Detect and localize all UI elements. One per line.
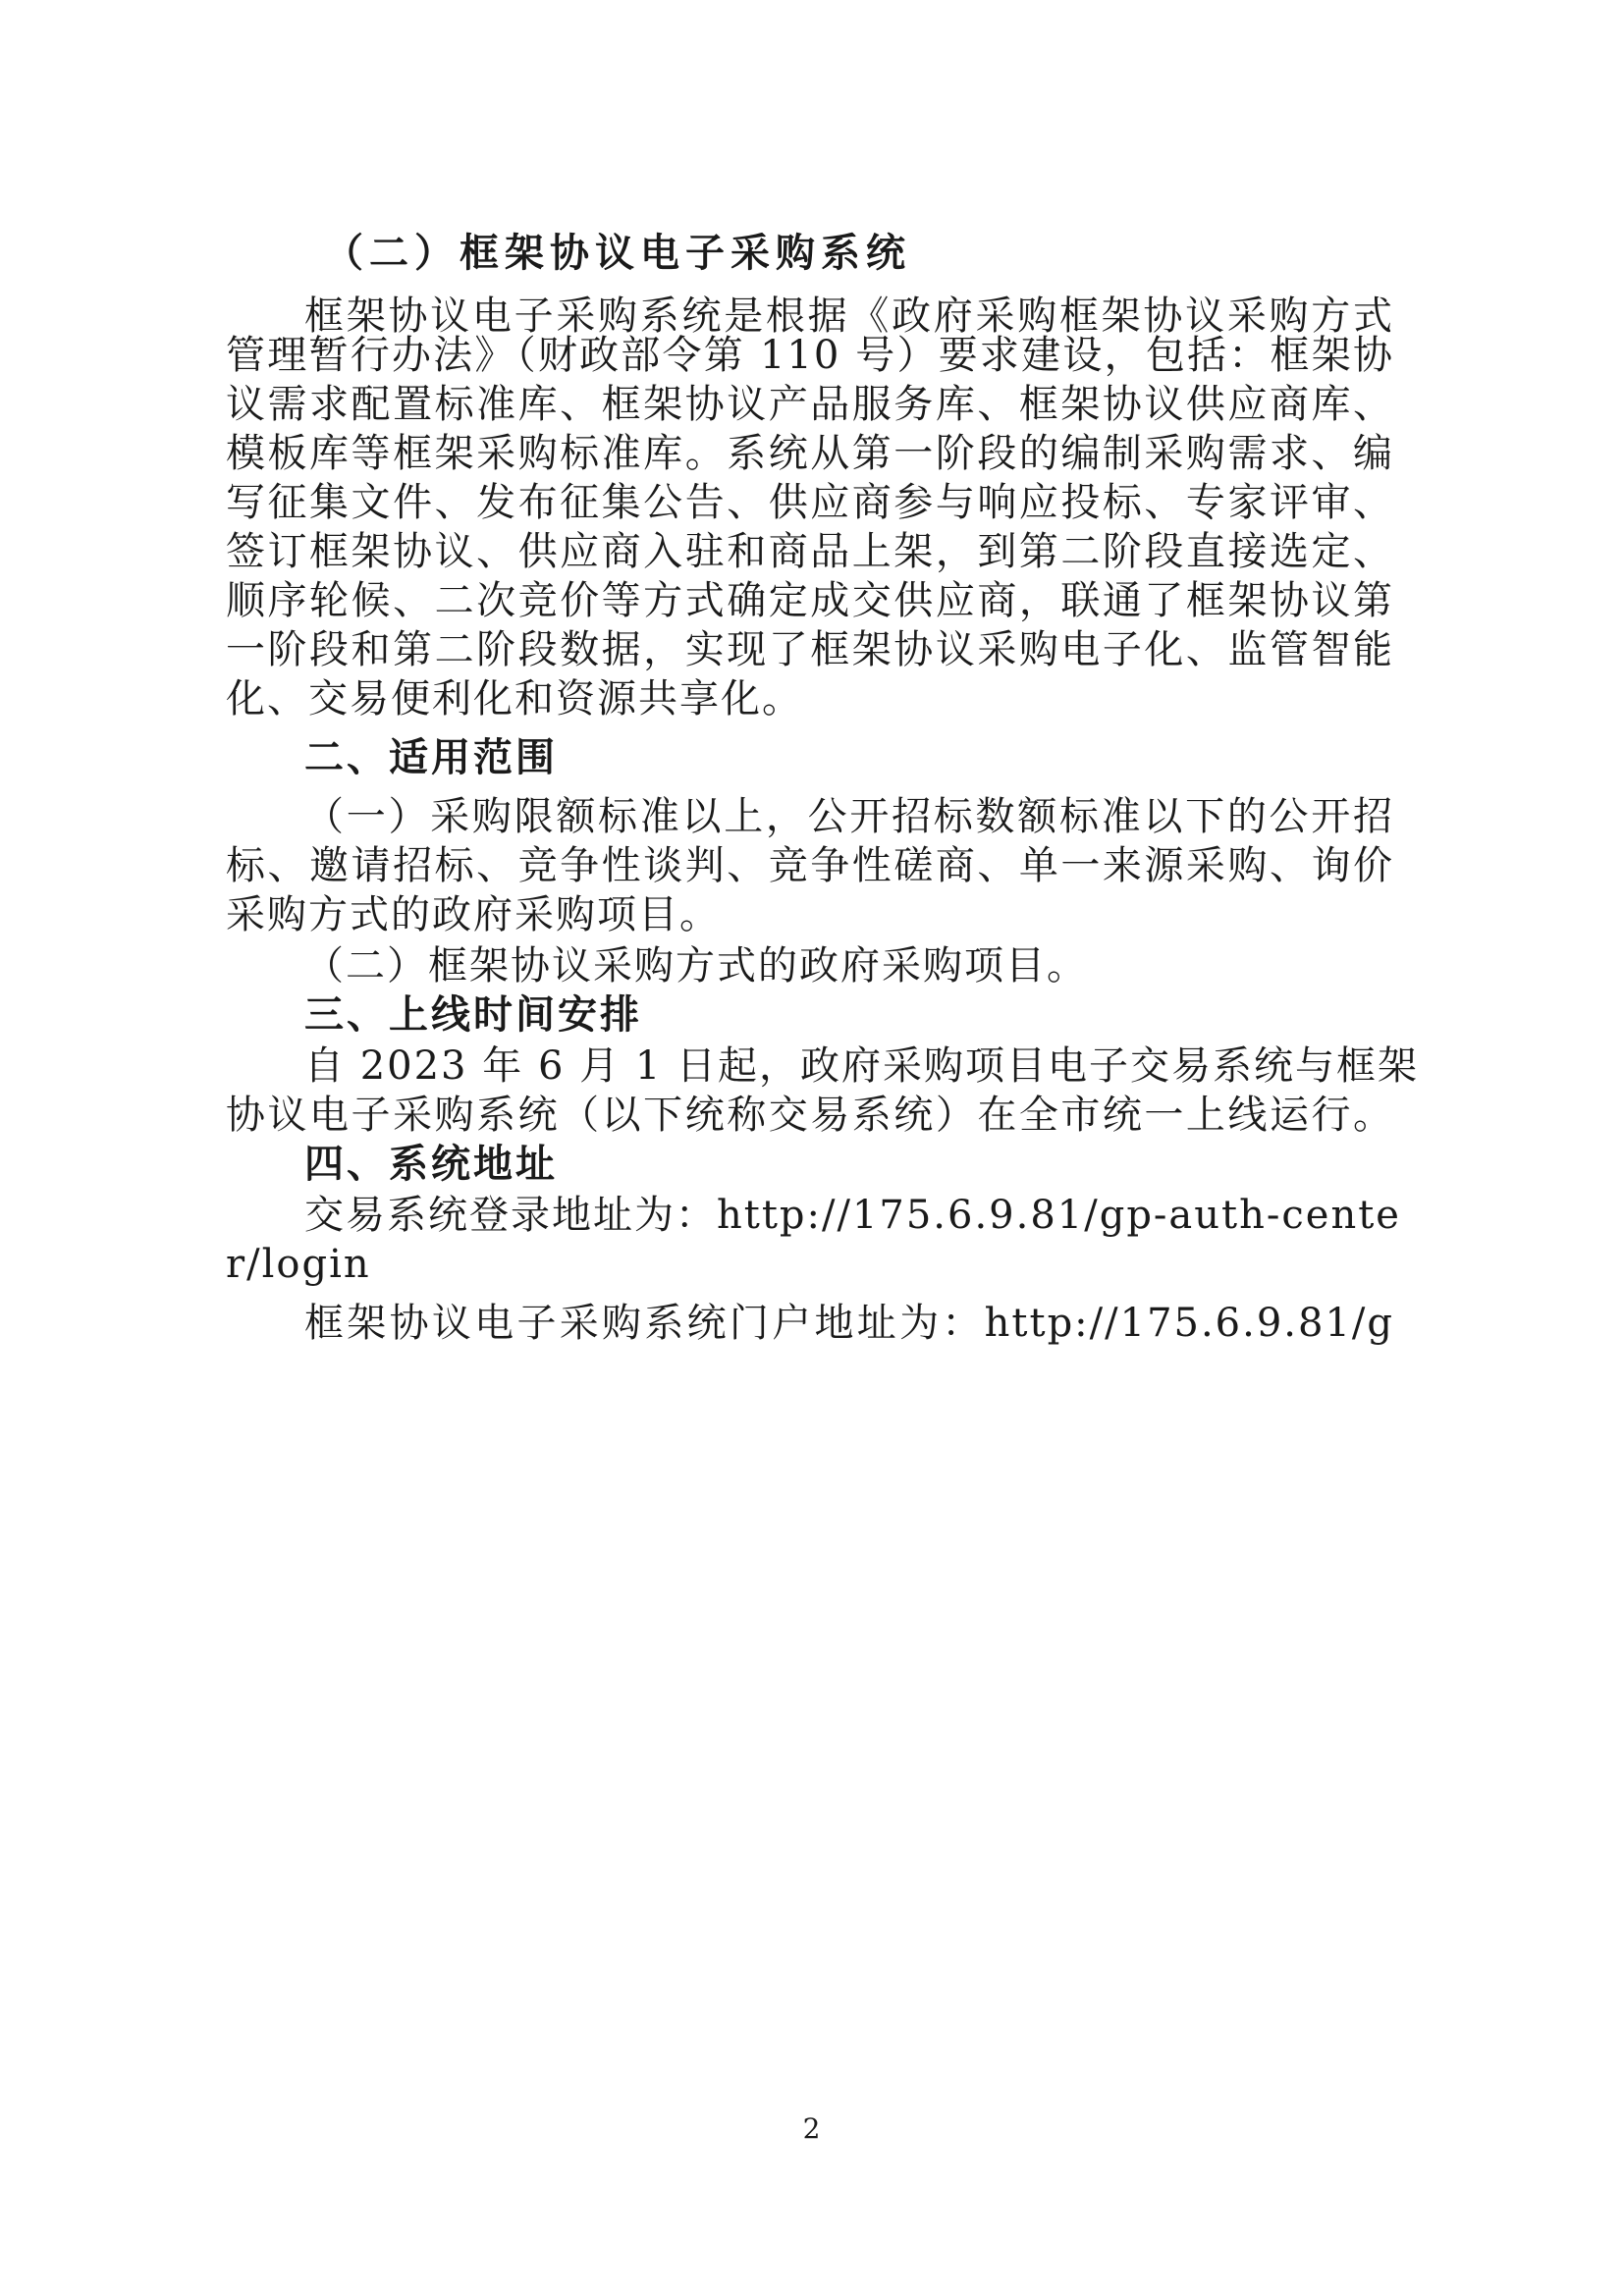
paragraph-line: 框架协议电子采购系统是根据《政府采购框架协议采购方式 bbox=[304, 294, 1394, 339]
paragraph-line: 签订框架协议、供应商入驻和商品上架，到第二阶段直接选定、 bbox=[226, 529, 1394, 574]
paragraph-line: 协议电子采购系统（以下统称交易系统）在全市统一上线运行。 bbox=[226, 1093, 1394, 1138]
paragraph-line: 自 2023 年 6 月 1 日起，政府采购项目电子交易系统与框架 bbox=[304, 1043, 1419, 1089]
section-heading-schedule: 三、上线时间安排 bbox=[304, 992, 642, 1038]
paragraph-line: 模板库等框架采购标准库。系统从第一阶段的编制采购需求、编 bbox=[226, 431, 1394, 476]
paragraph-line: 顺序轮候、二次竞价等方式确定成交供应商，联通了框架协议第 bbox=[226, 578, 1394, 623]
page-number: 2 bbox=[802, 2112, 821, 2145]
paragraph-line: 议需求配置标准库、框架协议产品服务库、框架协议供应商库、 bbox=[226, 382, 1394, 427]
paragraph-line: （二）框架协议采购方式的政府采购项目。 bbox=[304, 943, 1088, 988]
section-heading-scope: 二、适用范围 bbox=[304, 735, 558, 780]
section-heading-address: 四、系统地址 bbox=[304, 1142, 558, 1187]
login-address-line: 交易系统登录地址为：http://175.6.9.81/gp-auth-cente bbox=[304, 1193, 1401, 1238]
paragraph-line: 化、交易便利化和资源共享化。 bbox=[226, 676, 803, 721]
login-address-line: r/login bbox=[226, 1242, 371, 1287]
paragraph-line: （一）采购限额标准以上，公开招标数额标准以下的公开招 bbox=[304, 794, 1394, 839]
paragraph-line: 一阶段和第二阶段数据，实现了框架协议采购电子化、监管智能 bbox=[226, 627, 1394, 672]
portal-address-line: 框架协议电子采购系统门户地址为：http://175.6.9.81/g bbox=[304, 1301, 1394, 1346]
paragraph-line: 标、邀请招标、竞争性谈判、竞争性磋商、单一来源采购、询价 bbox=[226, 843, 1394, 888]
paragraph-line: 写征集文件、发布征集公告、供应商参与响应投标、专家评审、 bbox=[226, 480, 1394, 525]
section-heading-framework-system: （二）框架协议电子采购系统 bbox=[324, 231, 911, 276]
paragraph-line: 管理暂行办法》（财政部令第 110 号）要求建设，包括：框架协 bbox=[226, 333, 1394, 378]
paragraph-line: 采购方式的政府采购项目。 bbox=[226, 892, 721, 937]
